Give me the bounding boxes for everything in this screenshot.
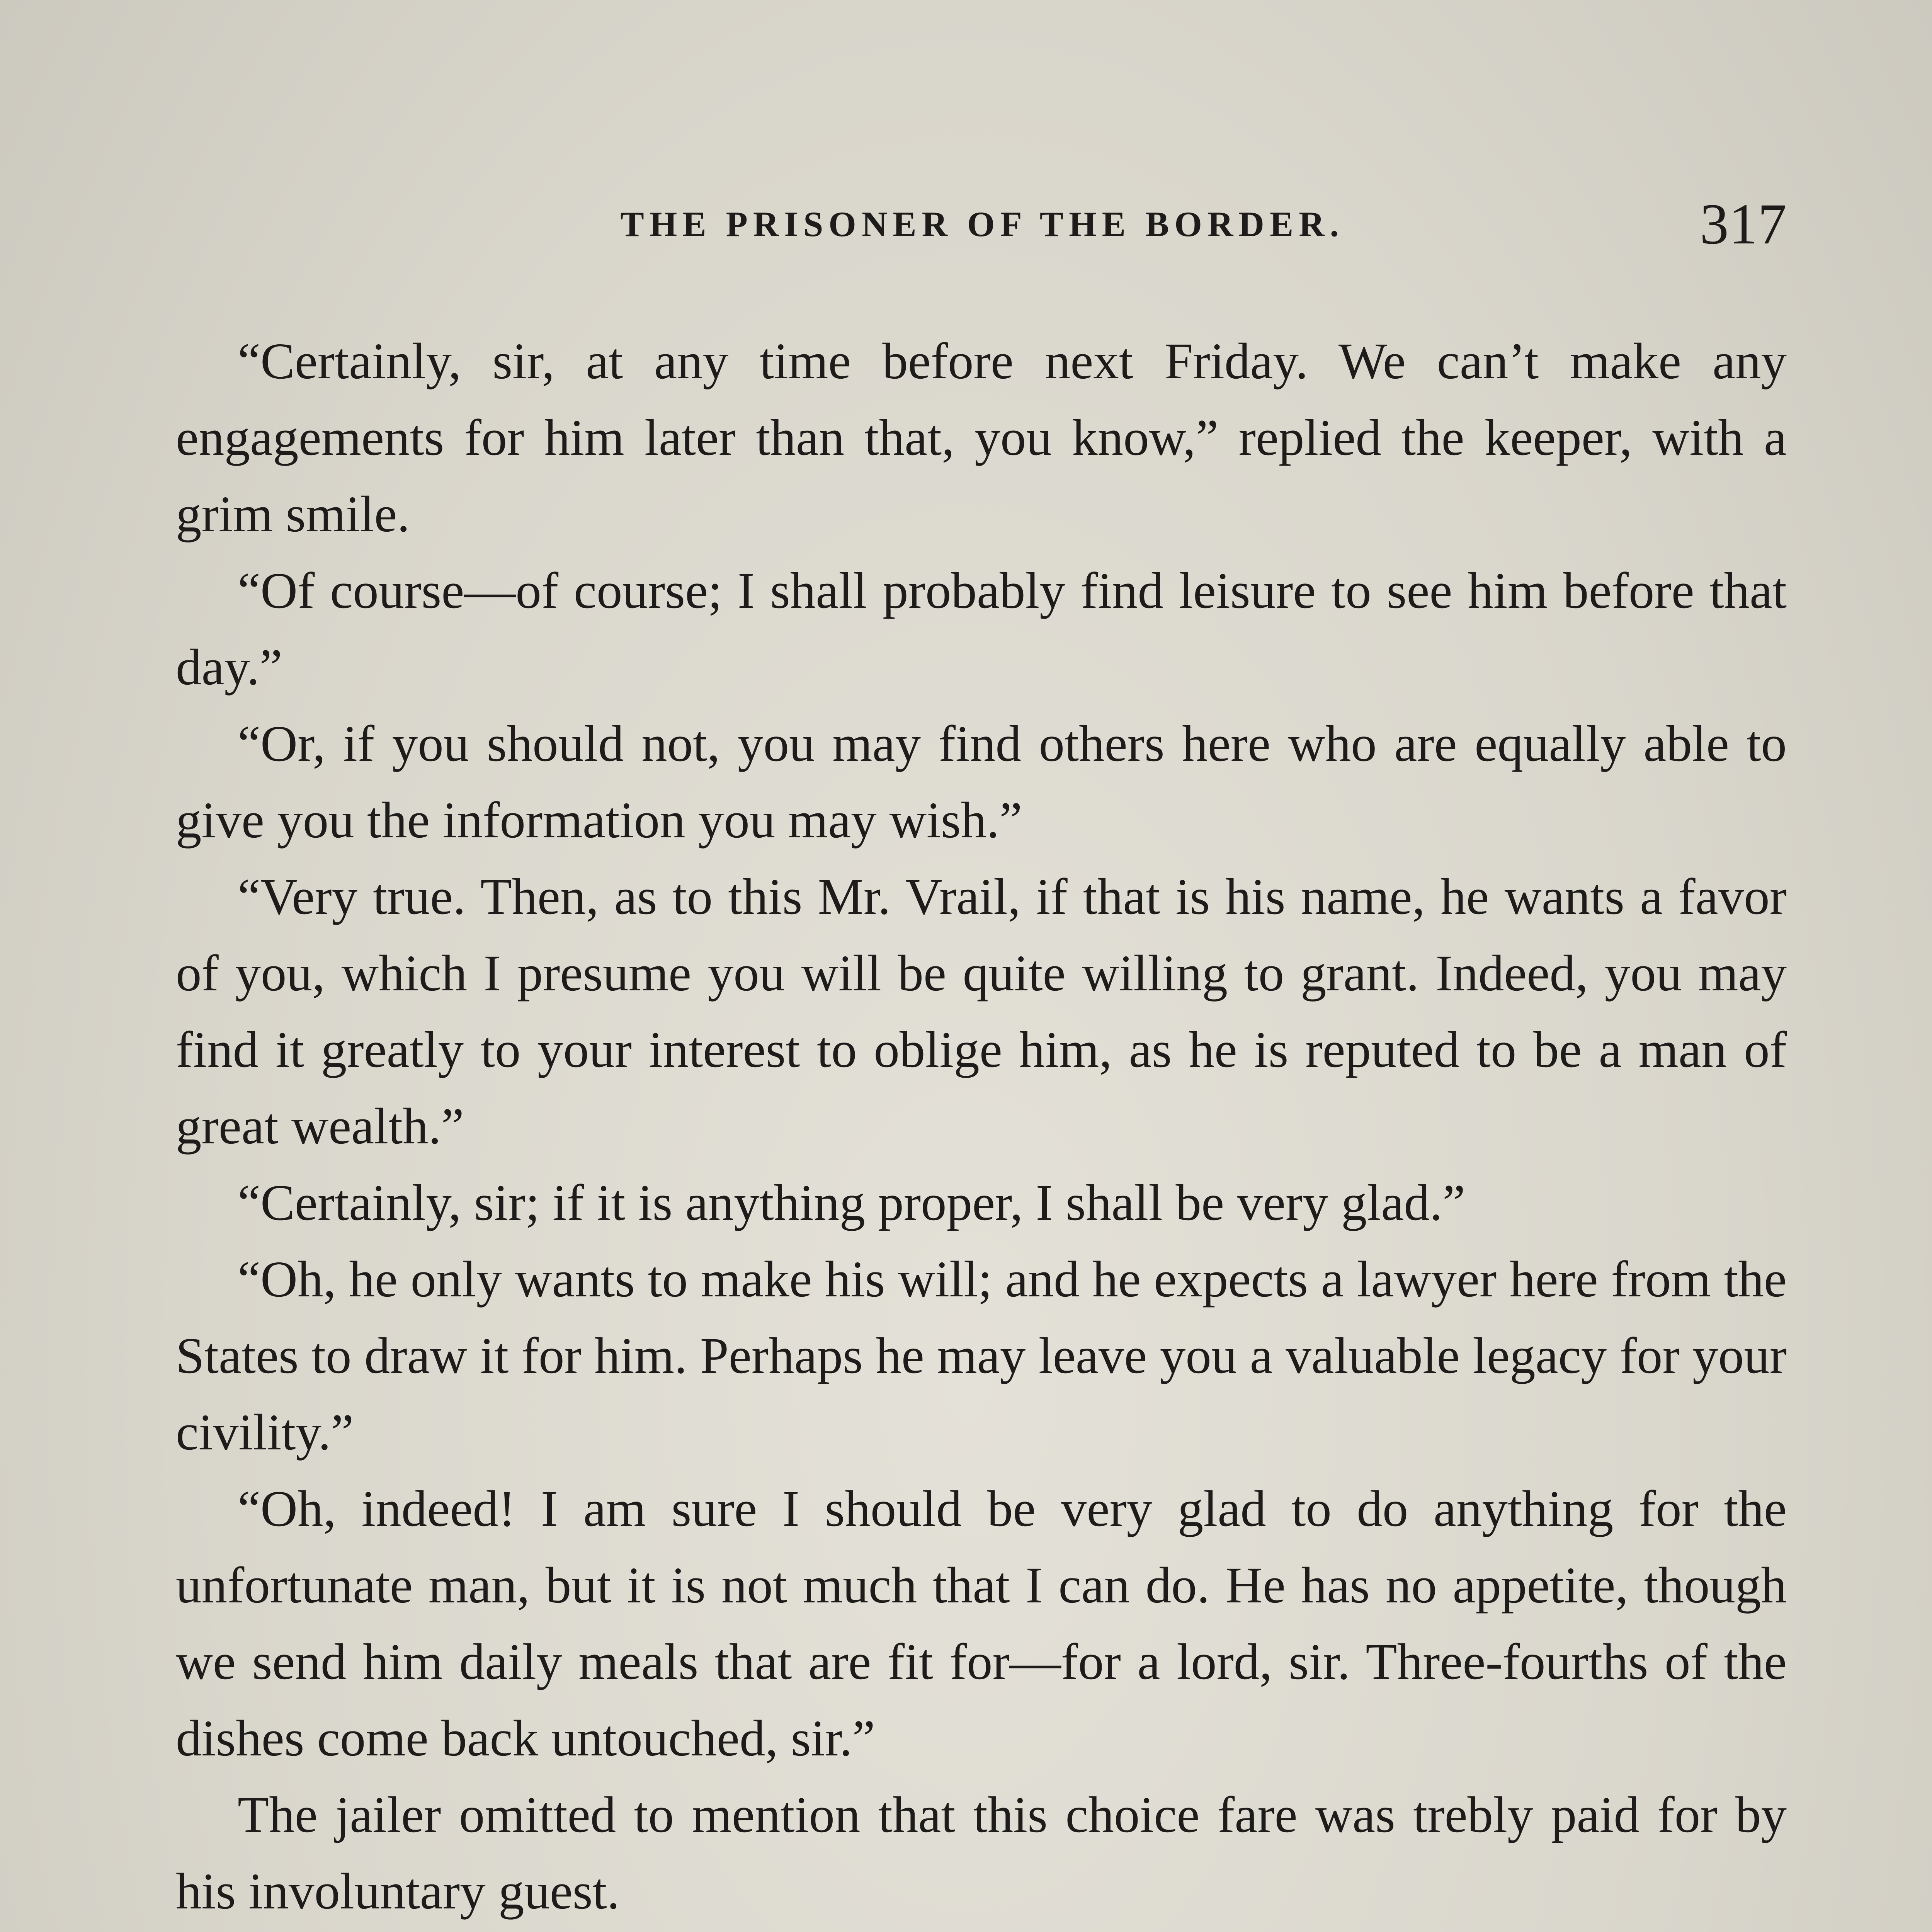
paragraph: The jailer omitted to mention that this choice fare was trebly paid for by his involuntary guest. (176, 1786, 1787, 1920)
body-text (176, 323, 1787, 1932)
running-head: THE PRISONER OF THE BORDER. (620, 204, 1344, 244)
paragraph: “Or, if you should not, you may find others here who are equally able to give you the information you may wish.” (176, 715, 1787, 849)
page-header (178, 192, 1787, 256)
paragraph: “Certainly, sir, at any time before next Friday. We can’t make any engagements for him later than that, you know,” replied the keeper, with a grim smile. (176, 332, 1787, 543)
paragraph (176, 1929, 1787, 1932)
paragraph: “Oh, he only wants to make his will; and he expects a lawyer here from the States to draw it for him. Perhaps he may leave you a valuable legacy for your civility.” (176, 1250, 1787, 1461)
paragraph: “Very true. Then, as to this Mr. Vrail, if that is his name, he wants a favor of you, which I presume you will be quite willing to grant. Indeed, you may find it greatly to your interest to oblige him, as he is reputed to be a man of great wealth.” (176, 868, 1787, 1155)
page-number: 317 (1700, 192, 1787, 256)
paragraph: “Oh, indeed! I am sure I should be very glad to do anything for the unfortunate man, but it is not much that I can do. He has no appetite, though we send him daily meals that are fit for—for a lord, sir. Three-fourths of the dishes come back untouched, sir.” (176, 1480, 1787, 1767)
paragraph: “Of course—of course; I shall probably find leisure to see him before that day.” (176, 562, 1787, 696)
paragraph: “Certainly, sir; if it is anything proper, I shall be very glad.” (238, 1174, 1466, 1231)
